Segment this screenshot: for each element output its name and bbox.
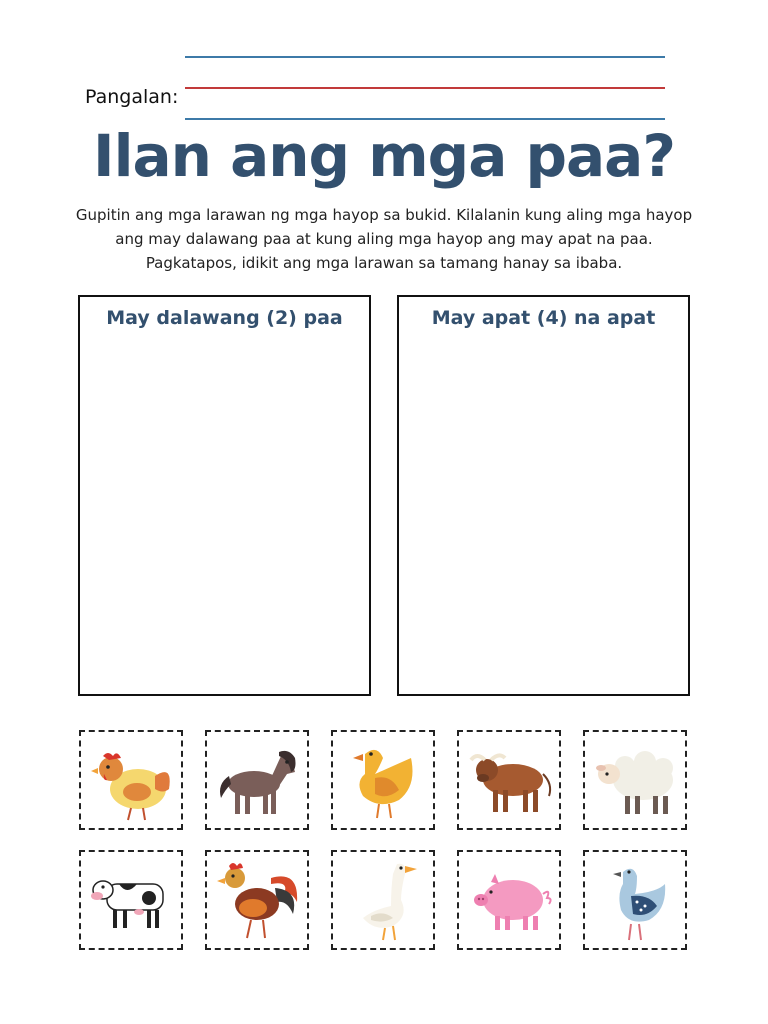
four-legs-column[interactable] — [397, 295, 690, 696]
cow-icon — [83, 854, 179, 946]
goose-icon — [335, 854, 431, 946]
horse-icon — [209, 734, 305, 826]
animal-card-hen[interactable] — [79, 730, 183, 830]
hen-icon — [83, 734, 179, 826]
rooster-icon — [209, 854, 305, 946]
animal-card-sheep[interactable] — [583, 730, 687, 830]
four-legs-heading: May apat (4) na apat — [431, 307, 656, 329]
two-legs-heading: May dalawang (2) paa — [106, 307, 343, 329]
name-line-middle — [185, 87, 665, 89]
animal-card-rooster[interactable] — [205, 850, 309, 950]
animal-card-cow[interactable] — [79, 850, 183, 950]
animal-card-pig[interactable] — [457, 850, 561, 950]
animal-card-pigeon[interactable] — [583, 850, 687, 950]
pig-icon — [461, 854, 557, 946]
animal-card-duck[interactable] — [331, 730, 435, 830]
name-line-bottom — [185, 118, 665, 120]
page-title: Ilan ang mga paa? — [93, 122, 675, 190]
pigeon-icon — [587, 854, 683, 946]
animal-card-buffalo[interactable] — [457, 730, 561, 830]
instructions-text: Gupitin ang mga larawan ng mga hayop sa bukid. Kilalanin kung aling mga hayop ang may dalawang paa at kung aling mga hayop ang may apat na paa. Pagkatapos, idikit ang mga larawan sa tamang hanay sa ibaba. — [75, 206, 693, 272]
duck-icon — [335, 734, 431, 826]
buffalo-icon — [461, 734, 557, 826]
name-label: Pangalan: — [85, 86, 179, 108]
animal-card-goose[interactable] — [331, 850, 435, 950]
animal-card-horse[interactable] — [205, 730, 309, 830]
sheep-icon — [587, 734, 683, 826]
name-line-top — [185, 56, 665, 58]
two-legs-column[interactable] — [78, 295, 371, 696]
